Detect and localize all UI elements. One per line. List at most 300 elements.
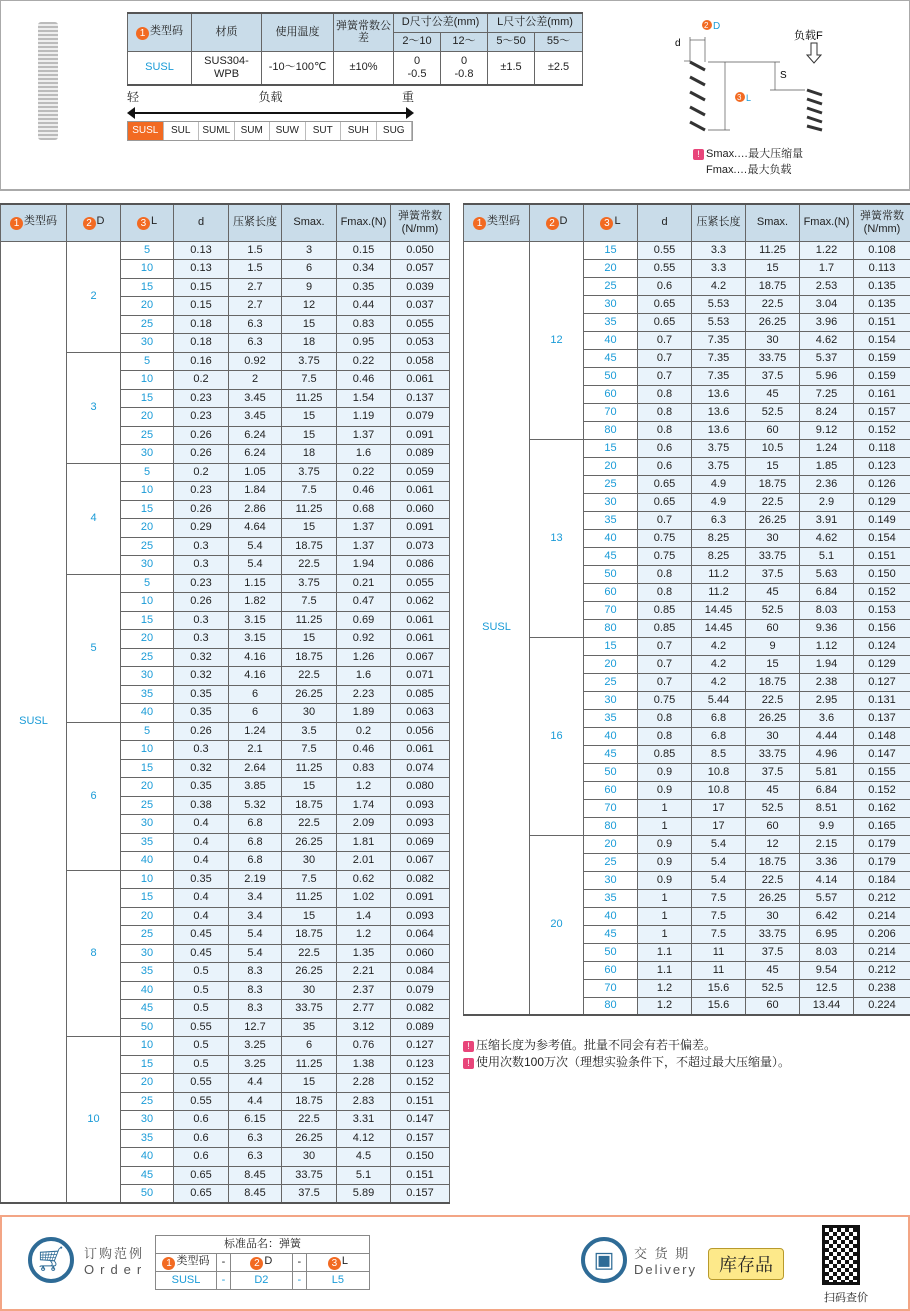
- fmax-cell: 2.28: [337, 1074, 391, 1093]
- table-row: [1, 463, 450, 482]
- spec-header-material: 材质: [192, 13, 262, 51]
- spring-constant-cell: 0.118: [854, 439, 910, 457]
- spring-constant-cell: 0.055: [391, 315, 450, 334]
- fmax-cell: 9.36: [800, 619, 854, 637]
- spring-constant-cell: 0.131: [854, 691, 910, 709]
- num-badge: 3: [137, 217, 150, 230]
- qr-label: 扫码查价: [824, 1292, 868, 1304]
- l-cell: 5: [121, 352, 174, 371]
- l-cell: 80: [584, 997, 638, 1015]
- wire-d-cell: 0.55: [638, 259, 692, 277]
- wire-d-cell: 0.5: [174, 1000, 229, 1019]
- solid-length-cell: 17: [692, 799, 746, 817]
- series-sug[interactable]: SUG: [377, 122, 413, 140]
- wire-d-cell: 0.3: [174, 630, 229, 649]
- fmax-cell: 12.5: [800, 979, 854, 997]
- fmax-cell: 1.7: [800, 259, 854, 277]
- header-solid-length: 压紧长度: [229, 204, 282, 241]
- spring-constant-cell: 0.074: [391, 759, 450, 778]
- solid-length-cell: 7.35: [692, 331, 746, 349]
- spring-constant-cell: 0.214: [854, 943, 910, 961]
- l-cell: 15: [121, 500, 174, 519]
- smax-cell: 30: [282, 852, 337, 871]
- spring-constant-cell: 0.154: [854, 331, 910, 349]
- d-cell: 5: [67, 574, 121, 722]
- spring-constant-cell: 0.157: [391, 1185, 450, 1204]
- l-cell: 20: [121, 1074, 174, 1093]
- spec-d-tol-1: 0 -0.5: [394, 51, 441, 85]
- spring-constant-cell: 0.147: [854, 745, 910, 763]
- fmax-cell: 0.76: [337, 1037, 391, 1056]
- l-cell: 15: [584, 439, 638, 457]
- spec-header-l-tol: L尺寸公差(mm): [488, 13, 583, 32]
- smax-cell: 26.25: [746, 313, 800, 331]
- fmax-cell: 0.34: [337, 260, 391, 279]
- wire-d-cell: 0.16: [174, 352, 229, 371]
- fmax-cell: 1.85: [800, 457, 854, 475]
- spring-constant-cell: 0.039: [391, 278, 450, 297]
- spring-constant-cell: 0.212: [854, 889, 910, 907]
- smax-cell: 15: [282, 426, 337, 445]
- fmax-cell: 5.96: [800, 367, 854, 385]
- wire-d-cell: 0.8: [638, 709, 692, 727]
- smax-cell: 11.25: [282, 389, 337, 408]
- load-heavy: 重: [401, 90, 414, 104]
- table-row: [1, 241, 450, 260]
- wire-d-cell: 0.7: [638, 673, 692, 691]
- smax-cell: 33.75: [282, 1000, 337, 1019]
- spec-d-tol-2: 0 -0.8: [441, 51, 488, 85]
- fmax-cell: 6.84: [800, 781, 854, 799]
- l-cell: 10: [121, 1037, 174, 1056]
- spring-constant-cell: 0.162: [854, 799, 910, 817]
- spring-constant-cell: 0.060: [391, 944, 450, 963]
- fmax-cell: 4.62: [800, 529, 854, 547]
- wire-d-cell: 0.8: [638, 583, 692, 601]
- wire-d-cell: 0.55: [174, 1018, 229, 1037]
- smax-cell: 26.25: [746, 889, 800, 907]
- spring-constant-cell: 0.154: [854, 529, 910, 547]
- smax-cell: 18.75: [282, 537, 337, 556]
- spring-constant-cell: 0.152: [854, 781, 910, 799]
- fmax-cell: 8.24: [800, 403, 854, 421]
- solid-length-cell: 5.4: [229, 537, 282, 556]
- wire-d-cell: 0.6: [638, 439, 692, 457]
- smax-cell: 7.5: [282, 593, 337, 612]
- l-cell: 25: [121, 648, 174, 667]
- header-type-label: 类型码: [24, 215, 57, 228]
- fmax-cell: 6.84: [800, 583, 854, 601]
- solid-length-cell: 6.8: [229, 815, 282, 834]
- l-cell: 15: [121, 889, 174, 908]
- solid-length-cell: 3.85: [229, 778, 282, 797]
- l-cell: 40: [584, 727, 638, 745]
- spring-photo: [38, 22, 58, 140]
- l-cell: 45: [584, 745, 638, 763]
- fmax-cell: 5.1: [800, 547, 854, 565]
- header-d-outer: [67, 204, 121, 241]
- table-row: [464, 439, 910, 457]
- fmax-cell: 3.31: [337, 1111, 391, 1130]
- series-sul[interactable]: SUL: [164, 122, 200, 140]
- smax-cell: 3: [282, 241, 337, 260]
- solid-length-cell: 1.15: [229, 574, 282, 593]
- solid-length-cell: 6.8: [692, 709, 746, 727]
- smax-cell: 7.5: [282, 870, 337, 889]
- spring-constant-cell: 0.093: [391, 796, 450, 815]
- spring-constant-cell: 0.062: [391, 593, 450, 612]
- smax-cell: 30: [282, 704, 337, 723]
- fmax-cell: 0.69: [337, 611, 391, 630]
- wire-d-cell: 0.13: [174, 241, 229, 260]
- l-cell: 10: [121, 741, 174, 760]
- spring-constant-cell: 0.123: [854, 457, 910, 475]
- l-cell: 50: [121, 1018, 174, 1037]
- l-cell: 15: [584, 637, 638, 655]
- num-badge: 3: [600, 217, 613, 230]
- solid-length-cell: 5.4: [692, 835, 746, 853]
- l-cell: 50: [584, 763, 638, 781]
- l-cell: 60: [584, 385, 638, 403]
- solid-length-cell: 3.45: [229, 389, 282, 408]
- smax-cell: 37.5: [282, 1185, 337, 1204]
- l-cell: 35: [121, 1129, 174, 1148]
- wire-d-cell: 0.4: [174, 907, 229, 926]
- solid-length-cell: 1.5: [229, 241, 282, 260]
- solid-length-cell: 3.15: [229, 611, 282, 630]
- wire-d-cell: 0.6: [638, 457, 692, 475]
- series-susl[interactable]: SUSL: [128, 122, 164, 140]
- fmax-cell: 0.35: [337, 278, 391, 297]
- spring-constant-cell: 0.152: [391, 1074, 450, 1093]
- smax-cell: 33.75: [746, 349, 800, 367]
- header-l: [121, 204, 174, 241]
- spring-constant-cell: 0.159: [854, 349, 910, 367]
- smax-cell: 15: [746, 259, 800, 277]
- smax-cell: 30: [746, 529, 800, 547]
- spring-constant-cell: 0.061: [391, 741, 450, 760]
- spring-constant-cell: 0.089: [391, 445, 450, 464]
- solid-length-cell: 2: [229, 371, 282, 390]
- svg-text:S: S: [780, 70, 787, 81]
- fmax-cell: 1.4: [337, 907, 391, 926]
- spring-constant-cell: 0.157: [391, 1129, 450, 1148]
- smax-cell: 60: [746, 817, 800, 835]
- fmax-cell: 8.03: [800, 943, 854, 961]
- spec-header-type: 1 类型码: [128, 13, 192, 51]
- header-type: [1, 204, 67, 241]
- l-cell: 45: [121, 1166, 174, 1185]
- solid-length-cell: 8.45: [229, 1166, 282, 1185]
- wire-d-cell: 0.7: [638, 637, 692, 655]
- solid-length-cell: 7.5: [692, 907, 746, 925]
- wire-d-cell: 0.23: [174, 574, 229, 593]
- fmax-cell: 1.37: [337, 519, 391, 538]
- smax-cell: 37.5: [746, 565, 800, 583]
- series-sum[interactable]: SUM: [235, 122, 271, 140]
- spring-constant-cell: 0.161: [854, 385, 910, 403]
- solid-length-cell: 5.4: [229, 926, 282, 945]
- table-row: [1, 870, 450, 889]
- wire-d-cell: 0.4: [174, 833, 229, 852]
- spring-constant-cell: 0.149: [854, 511, 910, 529]
- fmax-cell: 2.23: [337, 685, 391, 704]
- solid-length-cell: 3.75: [692, 457, 746, 475]
- smax-cell: 52.5: [746, 979, 800, 997]
- wire-d-cell: 0.32: [174, 667, 229, 686]
- l-cell: 35: [121, 833, 174, 852]
- smax-cell: 6: [282, 260, 337, 279]
- solid-length-cell: 12.7: [229, 1018, 282, 1037]
- load-label: 负载: [258, 90, 283, 104]
- smax-cell: 15: [282, 907, 337, 926]
- fmax-cell: 3.12: [337, 1018, 391, 1037]
- num-badge: 2: [83, 217, 96, 230]
- l-cell: 50: [584, 367, 638, 385]
- solid-length-cell: 3.4: [229, 907, 282, 926]
- spring-constant-cell: 0.058: [391, 352, 450, 371]
- smax-cell: 15: [282, 408, 337, 427]
- table-row: [464, 637, 910, 655]
- wire-d-cell: 0.3: [174, 537, 229, 556]
- solid-length-cell: 4.2: [692, 673, 746, 691]
- spring-constant-cell: 0.056: [391, 722, 450, 741]
- type-cell: SUSL: [1, 241, 67, 1203]
- solid-length-cell: 4.2: [692, 655, 746, 673]
- spec-header-l-range: 55～: [535, 32, 583, 51]
- l-cell: 35: [584, 313, 638, 331]
- wire-d-cell: 0.5: [174, 1037, 229, 1056]
- order-product-name: 标准品名：弹簧: [156, 1236, 370, 1254]
- wire-d-cell: 0.3: [174, 611, 229, 630]
- spring-constant-cell: 0.086: [391, 556, 450, 575]
- header-d-outer: [530, 204, 584, 241]
- series-sut[interactable]: SUT: [306, 122, 342, 140]
- smax-cell: 37.5: [746, 943, 800, 961]
- wire-d-cell: 0.8: [638, 565, 692, 583]
- solid-length-cell: 2.19: [229, 870, 282, 889]
- svg-text:d: d: [675, 38, 681, 49]
- spring-constant-cell: 0.179: [854, 853, 910, 871]
- spec-material: SUS304-WPB: [192, 51, 262, 85]
- wire-d-cell: 1.2: [638, 997, 692, 1015]
- warning-icon: !: [693, 149, 704, 160]
- fmax-cell: 9.12: [800, 421, 854, 439]
- spec-header-l-range: 5～50: [488, 32, 535, 51]
- fmax-cell: 0.95: [337, 334, 391, 353]
- solid-length-cell: 13.6: [692, 385, 746, 403]
- wire-d-cell: 0.5: [174, 963, 229, 982]
- order-h-d: 2 D: [230, 1254, 292, 1272]
- solid-length-cell: 1.24: [229, 722, 282, 741]
- spring-constant-cell: 0.079: [391, 981, 450, 1000]
- spring-constant-cell: 0.055: [391, 574, 450, 593]
- wire-d-cell: 0.6: [174, 1129, 229, 1148]
- solid-length-cell: 6: [229, 704, 282, 723]
- header-l: [584, 204, 638, 241]
- wire-d-cell: 0.26: [174, 426, 229, 445]
- smax-cell: 52.5: [746, 601, 800, 619]
- wire-d-cell: 0.7: [638, 349, 692, 367]
- spring-constant-cell: 0.148: [854, 727, 910, 745]
- smax-cell: 22.5: [746, 871, 800, 889]
- smax-cell: 15: [282, 778, 337, 797]
- l-cell: 80: [584, 817, 638, 835]
- fmax-cell: 5.81: [800, 763, 854, 781]
- series-selector: [127, 121, 413, 141]
- wire-d-cell: 0.5: [174, 981, 229, 1000]
- l-cell: 20: [121, 297, 174, 316]
- smax-cell: 18.75: [746, 673, 800, 691]
- solid-length-cell: 3.75: [692, 439, 746, 457]
- wire-d-cell: 0.75: [638, 529, 692, 547]
- wire-d-cell: 0.35: [174, 685, 229, 704]
- solid-length-cell: 5.32: [229, 796, 282, 815]
- spring-constant-cell: 0.152: [854, 421, 910, 439]
- wire-d-cell: 0.75: [638, 691, 692, 709]
- spring-constant-cell: 0.073: [391, 537, 450, 556]
- fmax-cell: 1.6: [337, 667, 391, 686]
- spring-constant-cell: 0.050: [391, 241, 450, 260]
- smax-cell: 33.75: [282, 1166, 337, 1185]
- smax-cell: 22.5: [282, 1111, 337, 1130]
- solid-length-cell: 7.5: [692, 925, 746, 943]
- solid-length-cell: 6.24: [229, 445, 282, 464]
- solid-length-cell: 1.82: [229, 593, 282, 612]
- l-cell: 30: [584, 691, 638, 709]
- fmax-cell: 0.46: [337, 371, 391, 390]
- spring-constant-cell: 0.059: [391, 463, 450, 482]
- spring-constant-cell: 0.108: [854, 241, 910, 259]
- l-cell: 20: [584, 835, 638, 853]
- wire-d-cell: 0.65: [174, 1166, 229, 1185]
- l-cell: 45: [584, 547, 638, 565]
- fmax-cell: 1.26: [337, 648, 391, 667]
- l-cell: 20: [121, 519, 174, 538]
- spring-constant-cell: 0.151: [854, 547, 910, 565]
- wire-d-cell: 0.7: [638, 367, 692, 385]
- smax-cell: 3.75: [282, 352, 337, 371]
- wire-d-cell: 0.55: [174, 1092, 229, 1111]
- series-suml[interactable]: SUML: [199, 122, 235, 140]
- spring-constant-cell: 0.153: [854, 601, 910, 619]
- smax-cell: 15: [282, 519, 337, 538]
- l-cell: 25: [121, 926, 174, 945]
- series-suh[interactable]: SUH: [341, 122, 377, 140]
- l-cell: 40: [584, 529, 638, 547]
- solid-length-cell: 4.9: [692, 493, 746, 511]
- smax-cell: 22.5: [282, 667, 337, 686]
- fmax-cell: 4.14: [800, 871, 854, 889]
- wire-d-cell: 0.15: [174, 278, 229, 297]
- spring-diagram: [670, 15, 830, 135]
- smax-cell: 52.5: [746, 799, 800, 817]
- l-cell: 25: [584, 277, 638, 295]
- qr-code[interactable]: [822, 1225, 860, 1285]
- solid-length-cell: 10.8: [692, 781, 746, 799]
- wire-d-cell: 0.65: [638, 313, 692, 331]
- wire-d-cell: 0.55: [638, 241, 692, 259]
- smax-cell: 10.5: [746, 439, 800, 457]
- fmax-cell: 3.6: [800, 709, 854, 727]
- wire-d-cell: 0.7: [638, 331, 692, 349]
- fmax-cell: 1.2: [337, 926, 391, 945]
- solid-length-cell: 5.4: [692, 871, 746, 889]
- l-cell: 20: [584, 259, 638, 277]
- fmax-cell: 1.89: [337, 704, 391, 723]
- fmax-cell: 2.95: [800, 691, 854, 709]
- note-smax: Smax.…最大压缩量: [706, 148, 804, 160]
- fmax-cell: 0.22: [337, 352, 391, 371]
- wire-d-cell: 0.29: [174, 519, 229, 538]
- smax-cell: 37.5: [746, 763, 800, 781]
- spec-header-temp: 使用温度: [262, 13, 334, 51]
- table-notes: [463, 1037, 790, 1071]
- l-cell: 25: [121, 426, 174, 445]
- spring-constant-cell: 0.137: [391, 389, 450, 408]
- solid-length-cell: 14.45: [692, 601, 746, 619]
- wire-d-cell: 0.18: [174, 315, 229, 334]
- wire-d-cell: 0.8: [638, 403, 692, 421]
- fmax-cell: 2.09: [337, 815, 391, 834]
- l-cell: 35: [584, 889, 638, 907]
- smax-cell: 12: [282, 297, 337, 316]
- note-2: 使用次数100万次（理想实验条件下，不超过最大压缩量）。: [476, 1055, 791, 1069]
- smax-cell: 3.5: [282, 722, 337, 741]
- wire-d-cell: 0.9: [638, 835, 692, 853]
- solid-length-cell: 8.5: [692, 745, 746, 763]
- d-cell: 3: [67, 352, 121, 463]
- solid-length-cell: 7.5: [692, 889, 746, 907]
- l-cell: 25: [121, 796, 174, 815]
- solid-length-cell: 5.53: [692, 313, 746, 331]
- smax-cell: 45: [746, 583, 800, 601]
- smax-cell: 11.25: [282, 1055, 337, 1074]
- smax-cell: 30: [282, 981, 337, 1000]
- box-icon: ▣: [581, 1237, 627, 1283]
- table-row: [1, 574, 450, 593]
- smax-cell: 18: [282, 445, 337, 464]
- fmax-cell: 4.12: [337, 1129, 391, 1148]
- smax-cell: 9: [282, 278, 337, 297]
- order-v-l: L5: [306, 1272, 369, 1290]
- l-cell: 40: [121, 1148, 174, 1167]
- series-suw[interactable]: SUW: [270, 122, 306, 140]
- l-cell: 70: [584, 799, 638, 817]
- svg-text:D: D: [713, 21, 721, 32]
- wire-d-cell: 1.2: [638, 979, 692, 997]
- wire-d-cell: 0.26: [174, 722, 229, 741]
- wire-d-cell: 0.26: [174, 500, 229, 519]
- spring-constant-cell: 0.150: [854, 565, 910, 583]
- wire-d-cell: 0.55: [174, 1074, 229, 1093]
- wire-d-cell: 0.45: [174, 944, 229, 963]
- spring-constant-cell: 0.151: [391, 1166, 450, 1185]
- wire-d-cell: 0.35: [174, 704, 229, 723]
- spring-constant-cell: 0.127: [391, 1037, 450, 1056]
- fmax-cell: 0.47: [337, 593, 391, 612]
- smax-cell: 26.25: [746, 709, 800, 727]
- l-cell: 70: [584, 403, 638, 421]
- spring-constant-cell: 0.071: [391, 667, 450, 686]
- smax-cell: 30: [746, 331, 800, 349]
- d-cell: 2: [67, 241, 121, 352]
- header-d-outer-label: D: [96, 215, 105, 228]
- l-cell: 45: [121, 1000, 174, 1019]
- l-cell: 40: [584, 331, 638, 349]
- smax-cell: 18.75: [282, 648, 337, 667]
- smax-cell: 6: [282, 1037, 337, 1056]
